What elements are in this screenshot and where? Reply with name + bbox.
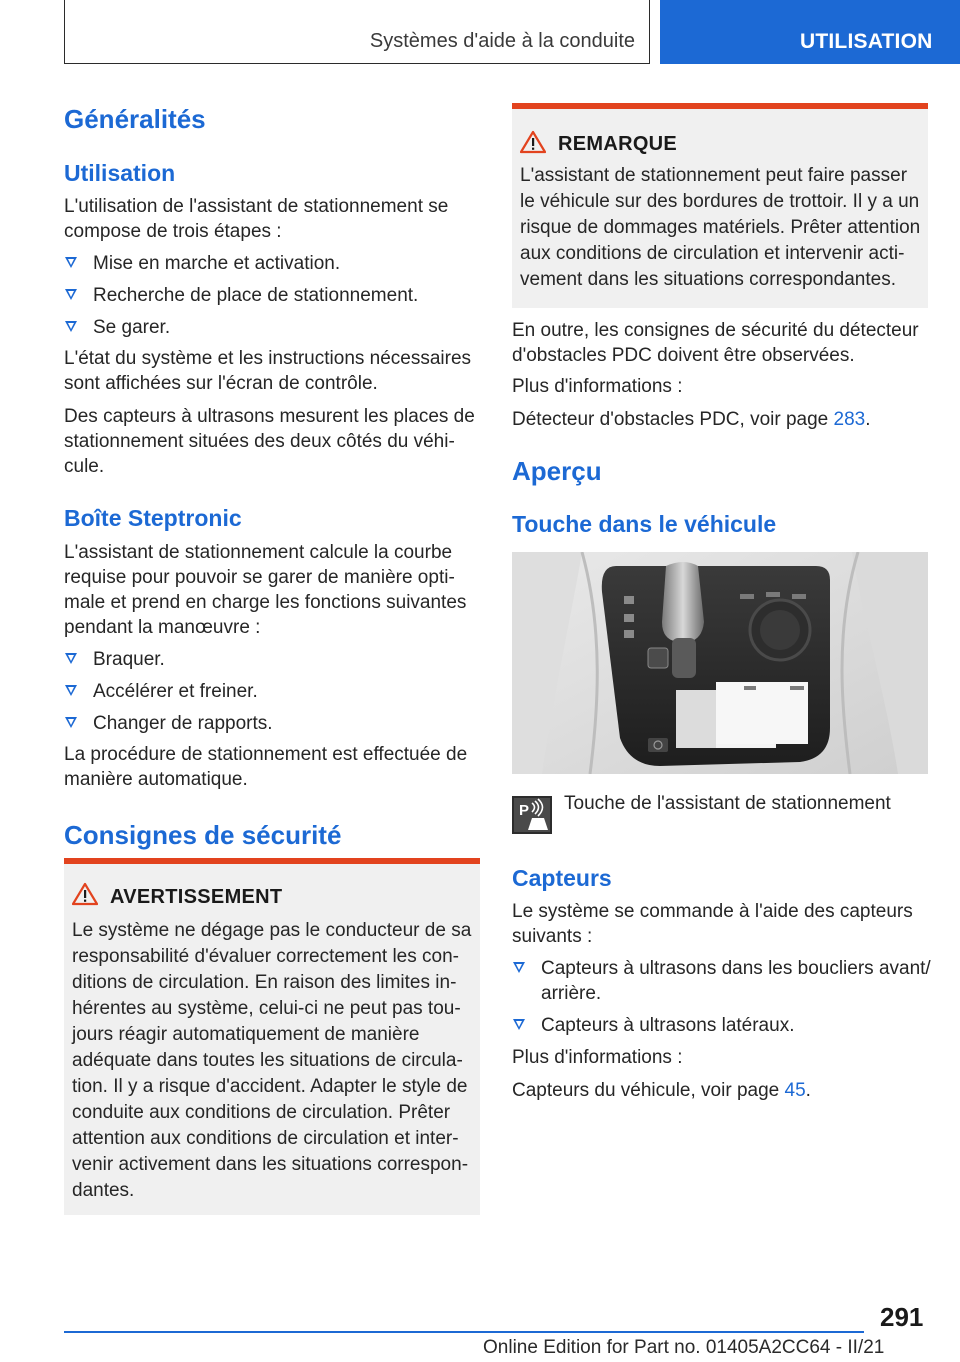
- chapter-title: UTILISATION: [800, 30, 933, 53]
- triangle-bullet-icon: [65, 653, 77, 664]
- list-item: Accélérer et freiner.: [64, 679, 484, 704]
- header-chapter-box: [660, 0, 960, 64]
- triangle-bullet-icon: [65, 717, 77, 728]
- list-item: Capteurs à ultrasons latéraux.: [512, 1013, 932, 1038]
- paragraph-utilisation: L'utilisation de l'assistant de stationnement se compose de trois étapes :: [64, 196, 449, 242]
- heading-boite-steptronic: Boîte Steptronic: [64, 505, 242, 531]
- triangle-bullet-icon: [65, 289, 77, 300]
- heading-generalites: Généralités: [64, 104, 206, 134]
- list-item: Braquer.: [64, 647, 484, 672]
- notice-box: [512, 103, 928, 308]
- paragraph-pdc: En outre, les consignes de sécurité du détecteur d'obstacles PDC doivent être observées.: [512, 320, 919, 366]
- list-item: Capteurs à ultrasons dans les boucliers avant/ arrière.: [512, 956, 932, 1006]
- button-caption: Touche de l'assistant de stationnement: [564, 793, 891, 814]
- page-link-capteurs[interactable]: 45: [784, 1080, 806, 1101]
- list-item: Se garer.: [64, 315, 484, 340]
- page-link-pdc[interactable]: 283: [833, 409, 866, 430]
- notice-accent-bar: [512, 103, 928, 109]
- more-info-label: Plus d'informations :: [512, 376, 683, 397]
- warning-text: Le système ne dégage pas le conducteur de sa responsabilité d'évaluer correctement les con- ditions de circulation. En raison des limites in- hérentes au système, celui-ci ne peut pas tou- jours réagir automatiquement de manière adéquate dans toutes les situations de circula- tion. Il y a risque d'accident. Adapter le style de conduite aux conditions de circulation. Prêter attention aux conditions de circulation et inter- venir activement dans les situations correspon- dantes.: [72, 920, 472, 1201]
- header-section-box: [64, 0, 650, 64]
- paragraph-etat: L'état du système et les instructions nécessaires sont affichées sur l'écran de contrôle.: [64, 348, 472, 394]
- parking-assistant-button-icon: [512, 796, 552, 834]
- edition-text: Online Edition for Part no. 01405A2CC64 - II/21: [483, 1337, 885, 1358]
- heading-utilisation: Utilisation: [64, 160, 176, 186]
- warning-title: AVERTISSEMENT: [110, 886, 283, 908]
- heading-capteurs: Capteurs: [512, 865, 612, 891]
- triangle-bullet-icon: [65, 321, 77, 332]
- more-info-label-2: Plus d'informations :: [512, 1047, 683, 1068]
- page-number: 291: [880, 1302, 924, 1332]
- heading-apercu: Aperçu: [512, 456, 602, 486]
- functions-list: [64, 647, 484, 736]
- list-item: Changer de rapports.: [64, 711, 484, 736]
- notice-text: L'assistant de stationnement peut faire passer le véhicule sur des bordures de trottoir. Il y a un risque de dommages matériels. Prêter attention aux conditions de circulation et intervenir acti- vement dans les situations correspondantes.: [520, 165, 921, 290]
- triangle-bullet-icon: [513, 1019, 525, 1030]
- paragraph-boite: L'assistant de stationnement calcule la courbe requise pour pouvoir se garer de manière opti- male et prend en charge les fonctions suivantes pendant la manœuvre :: [64, 542, 467, 638]
- triangle-bullet-icon: [65, 685, 77, 696]
- triangle-bullet-icon: [513, 962, 525, 973]
- notice-triangle-icon: [520, 130, 546, 154]
- warning-accent-bar: [64, 858, 480, 864]
- warning-box: [64, 858, 480, 1215]
- notice-title: REMARQUE: [558, 133, 678, 155]
- list-item: Recherche de place de stationnement.: [64, 283, 484, 308]
- reference-capteurs: Capteurs du véhicule, voir page 45.: [512, 1080, 811, 1101]
- footer-divider: [64, 1331, 864, 1333]
- steps-list: [64, 251, 484, 340]
- warning-triangle-icon: [72, 882, 98, 906]
- paragraph-capteurs: Le système se commande à l'aide des capteurs suivants :: [512, 901, 913, 947]
- triangle-bullet-icon: [65, 257, 77, 268]
- reference-pdc: Détecteur d'obstacles PDC, voir page 283.: [512, 409, 871, 430]
- heading-consignes: Consignes de sécurité: [64, 820, 342, 850]
- paragraph-capteurs-ultrasons: Des capteurs à ultrasons mesurent les places de stationnement situées des deux côtés du véhi- cule.: [64, 406, 475, 477]
- list-item: Mise en marche et activation.: [64, 251, 484, 276]
- heading-touche: Touche dans le véhicule: [512, 511, 777, 537]
- paragraph-procedure: La procédure de stationnement est effectuée de manière automatique.: [64, 744, 468, 790]
- svg-text:P: P: [519, 802, 530, 819]
- console-photo: [512, 552, 928, 774]
- sensors-list: [512, 956, 932, 1038]
- section-title: Systèmes d'aide à la conduite: [369, 30, 635, 52]
